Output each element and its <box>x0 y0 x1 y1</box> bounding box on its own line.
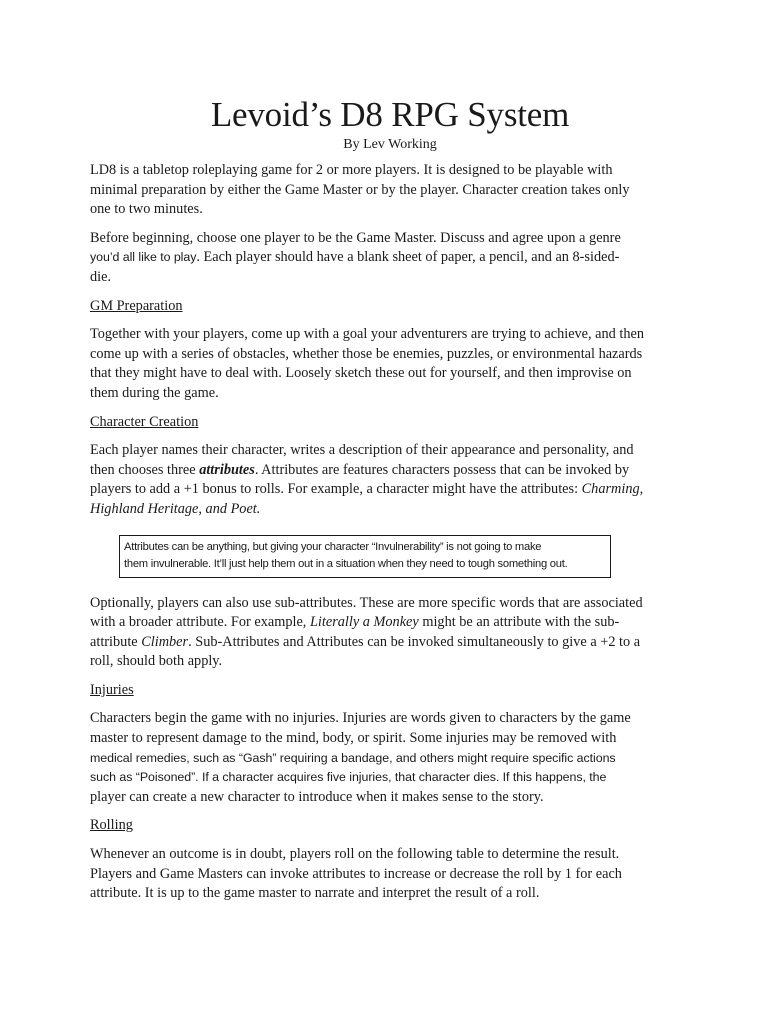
text-segment: then chooses three <box>90 461 200 478</box>
gm-preparation-paragraph <box>90 325 690 403</box>
document-byline: By Lev Working <box>343 137 437 152</box>
setup-paragraph <box>90 229 690 288</box>
text-segment: . Attributes are features characters possess that can be invoked by <box>254 461 630 478</box>
text-line: player can create a new character to introduce when it makes sense to the story. <box>90 788 544 805</box>
text-line <box>90 248 690 268</box>
document-title: Levoid’s D8 RPG System <box>210 95 570 134</box>
text-line: Optionally, players can also use sub-attributes. These are more specific words that are associated <box>90 594 643 611</box>
text-line: Players and Game Masters can invoke attributes to increase or decrease the roll by 1 for each <box>90 865 622 882</box>
text-line <box>90 480 690 500</box>
text-line <box>90 633 690 653</box>
text-line: that they might have to deal with. Loosely sketch these out for yourself, and then improvise on <box>90 365 632 382</box>
text-line: die. <box>90 268 112 285</box>
text-line: minimal preparation by either the Game Master or by the player. Character creation takes only <box>90 181 630 198</box>
text-segment: might be an attribute with the sub- <box>418 614 620 631</box>
text-line: medical remedies, such as “Gash” requiring a bandage, and others might require specific actions <box>90 750 616 765</box>
text-line: come up with a series of obstacles, whether those be enemies, puzzles, or environmental hazards <box>90 345 643 362</box>
note-line: Attributes can be anything, but giving your character “Invulnerability” is not going to make <box>124 540 542 553</box>
text-segment: with a broader attribute. For example, <box>90 614 310 631</box>
emphasis-attributes: attributes <box>199 461 255 478</box>
section-heading-rolling: Rolling <box>90 817 133 834</box>
rolling-paragraph <box>90 845 690 904</box>
text-line: Together with your players, come up with a goal your adventurers are trying to achieve, and then <box>90 326 645 343</box>
text-line: Whenever an outcome is in doubt, players roll on the following table to determine the result. <box>90 846 620 863</box>
character-creation-paragraph <box>90 441 690 519</box>
text-line: roll, should both apply. <box>90 653 223 670</box>
text-line: such as “Poisoned”. If a character acquires five injuries, that character dies. If this happens, the <box>90 770 607 785</box>
note-line: them invulnerable. It’ll just help them out in a situation when they need to tough something out. <box>124 557 568 570</box>
text-line: master to represent damage to the mind, body, or spirit. Some injuries may be removed with <box>90 730 617 747</box>
text-segment: attribute <box>90 633 142 650</box>
text-line <box>90 613 690 633</box>
text-line: them during the game. <box>90 384 219 401</box>
text-line: one to two minutes. <box>90 201 203 218</box>
text-line: Characters begin the game with no injuries. Injuries are words given to characters by the game <box>90 710 631 727</box>
text-line <box>90 461 690 481</box>
text-segment: you’d all like to play <box>90 250 197 265</box>
emphasis-example: Climber <box>141 633 189 650</box>
intro-paragraph <box>90 161 690 220</box>
emphasis-example: Highland Heritage, and Poet. <box>90 500 261 517</box>
text-segment: players to add a +1 bonus to rolls. For example, a character might have the attributes: <box>90 481 582 498</box>
section-heading-injuries: Injuries <box>90 681 134 698</box>
text-line <box>90 500 690 520</box>
emphasis-example: Charming, <box>581 481 644 498</box>
text-segment: . Sub-Attributes and Attributes can be invoked simultaneously to give a +2 to a <box>188 633 641 650</box>
text-line: LD8 is a tabletop roleplaying game for 2 or more players. It is designed to be playable with <box>90 162 613 178</box>
section-heading-character-creation: Character Creation <box>90 413 199 430</box>
injuries-paragraph <box>90 709 690 807</box>
document-page <box>90 0 690 904</box>
section-heading-gm-preparation: GM Preparation <box>90 297 183 314</box>
text-segment: . Each player should have a blank sheet of paper, a pencil, and an 8-sided- <box>196 249 620 266</box>
attributes-note-box <box>119 535 611 578</box>
emphasis-example: Literally a Monkey <box>309 614 419 631</box>
sub-attributes-paragraph <box>90 594 690 672</box>
text-line: Each player names their character, writes a description of their appearance and personality, and <box>90 442 634 459</box>
text-line: attribute. It is up to the game master to narrate and interpret the result of a roll. <box>90 885 540 902</box>
text-line: Before beginning, choose one player to be the Game Master. Discuss and agree upon a genre <box>90 229 621 246</box>
